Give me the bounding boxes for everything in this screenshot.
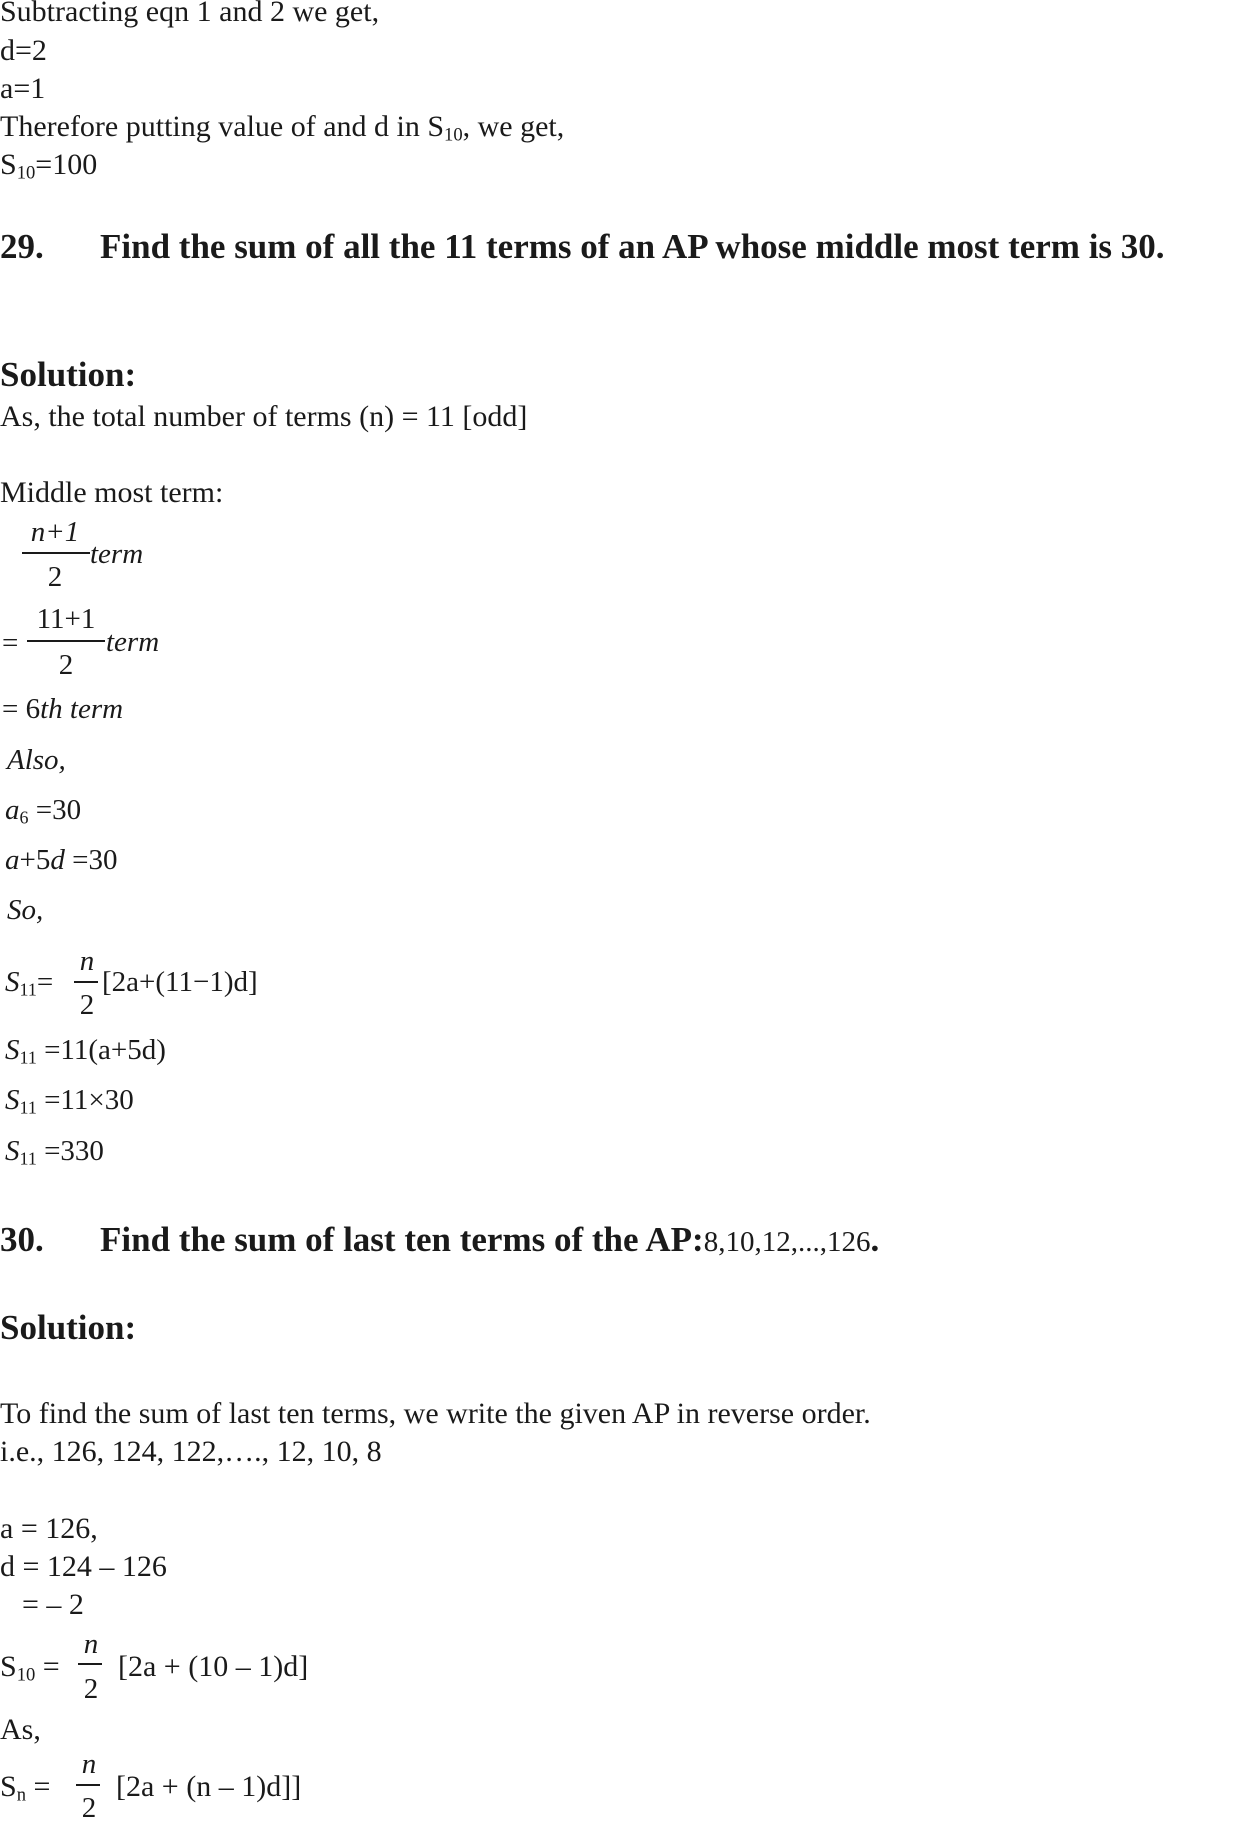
text-line: Middle most term: xyxy=(0,476,224,509)
question-ap: 8,10,12,...,126 xyxy=(703,1226,871,1258)
subscript: 11 xyxy=(19,1047,37,1068)
math-part: d xyxy=(50,844,65,876)
text-part: , we get, xyxy=(462,110,565,143)
text-line xyxy=(0,109,564,145)
math-part: =11×30 xyxy=(36,1084,134,1116)
fraction-bar xyxy=(74,981,98,983)
text-line xyxy=(0,1769,50,1805)
subscript: 11 xyxy=(19,1097,37,1118)
text-part: S xyxy=(0,148,17,181)
fraction-bar xyxy=(27,640,105,642)
text-line: = – 2 xyxy=(22,1588,84,1621)
fraction-denominator: 2 xyxy=(81,1792,97,1824)
subscript: 11 xyxy=(19,1148,37,1169)
text-line: As, the total number of terms (n) = 11 [odd] xyxy=(0,400,528,433)
text-line: i.e., 126, 124, 122,…., 12, 10, 8 xyxy=(0,1435,382,1468)
math-part: S xyxy=(5,1034,20,1066)
fraction-denominator: 2 xyxy=(79,989,95,1021)
math-part: = xyxy=(36,966,54,998)
text-line: [2a + (10 – 1)d] xyxy=(118,1650,309,1683)
math-part: a xyxy=(5,794,20,826)
math-part: =330 xyxy=(36,1135,104,1167)
question-part: . xyxy=(870,1220,880,1259)
text-line: a = 126, xyxy=(0,1512,98,1545)
text-line xyxy=(0,147,97,183)
math-text: So, xyxy=(7,894,44,926)
subscript: 6 xyxy=(19,807,29,828)
math-text xyxy=(5,843,117,877)
fraction-numerator: n xyxy=(83,1628,99,1660)
math-text: term xyxy=(90,538,144,570)
fraction-numerator: 11+1 xyxy=(36,603,96,635)
math-part: S xyxy=(5,966,20,998)
fraction-denominator: 2 xyxy=(58,649,74,681)
text-line: As, xyxy=(0,1713,41,1746)
math-part: =30 xyxy=(64,844,118,876)
fraction-numerator: n xyxy=(81,1748,97,1780)
subscript: 11 xyxy=(19,979,37,1000)
subscript: n xyxy=(16,1784,26,1806)
subscript: 10 xyxy=(16,1664,36,1686)
solution-heading: Solution: xyxy=(0,355,137,394)
math-part: =11(a+5d) xyxy=(36,1034,166,1066)
math-text: Also, xyxy=(7,744,66,776)
math-text xyxy=(5,965,53,999)
text-part: S xyxy=(0,1770,17,1803)
text-line: d=2 xyxy=(0,34,47,67)
fraction-bar xyxy=(76,1784,100,1786)
question-text: Find the sum of all the 11 terms of an AP whose middle most term is 30. xyxy=(100,227,1165,266)
fraction-denominator: 2 xyxy=(83,1673,99,1705)
math-text xyxy=(5,1033,166,1067)
text-line xyxy=(0,1649,60,1685)
text-line: [2a + (n – 1)d]] xyxy=(116,1770,302,1803)
question-part: Find the sum of last ten terms of the AP: xyxy=(100,1220,704,1259)
solution-heading: Solution: xyxy=(0,1308,137,1347)
math-part: th term xyxy=(40,693,124,725)
fraction-numerator: n xyxy=(79,945,95,977)
text-part: S xyxy=(0,1650,17,1683)
math-text xyxy=(5,1083,134,1117)
text-part: = xyxy=(25,1770,51,1803)
subscript: 10 xyxy=(444,124,463,146)
math-part: S xyxy=(5,1135,20,1167)
math-text xyxy=(2,692,123,726)
fraction-denominator: 2 xyxy=(47,561,63,593)
text-line: d = 124 – 126 xyxy=(0,1550,167,1583)
math-part: = 6 xyxy=(2,693,41,725)
math-text xyxy=(5,1134,104,1168)
math-part: S xyxy=(5,1084,20,1116)
subscript: 10 xyxy=(16,162,36,184)
text-line: Subtracting eqn 1 and 2 we get, xyxy=(0,0,380,28)
text-line: a=1 xyxy=(0,72,46,105)
question-text xyxy=(100,1218,1250,1264)
text-line: To find the sum of last ten terms, we write the given AP in reverse order. xyxy=(0,1397,871,1430)
math-part: a xyxy=(5,844,20,876)
math-text: term xyxy=(106,626,160,658)
question-number: 30. xyxy=(0,1220,44,1259)
math-text xyxy=(5,793,81,827)
text-part: =100 xyxy=(35,148,98,181)
fraction-bar xyxy=(78,1663,102,1665)
math-text: [2a+(11−1)d] xyxy=(102,966,258,998)
question-number: 29. xyxy=(0,227,44,266)
math-part: =30 xyxy=(28,794,82,826)
math-text: = xyxy=(2,627,19,659)
fraction-numerator: n+1 xyxy=(30,516,80,548)
math-part: +5 xyxy=(19,844,51,876)
fraction-bar xyxy=(22,552,90,554)
text-part: Therefore putting value of and d in S xyxy=(0,110,445,143)
text-part: = xyxy=(35,1650,60,1683)
